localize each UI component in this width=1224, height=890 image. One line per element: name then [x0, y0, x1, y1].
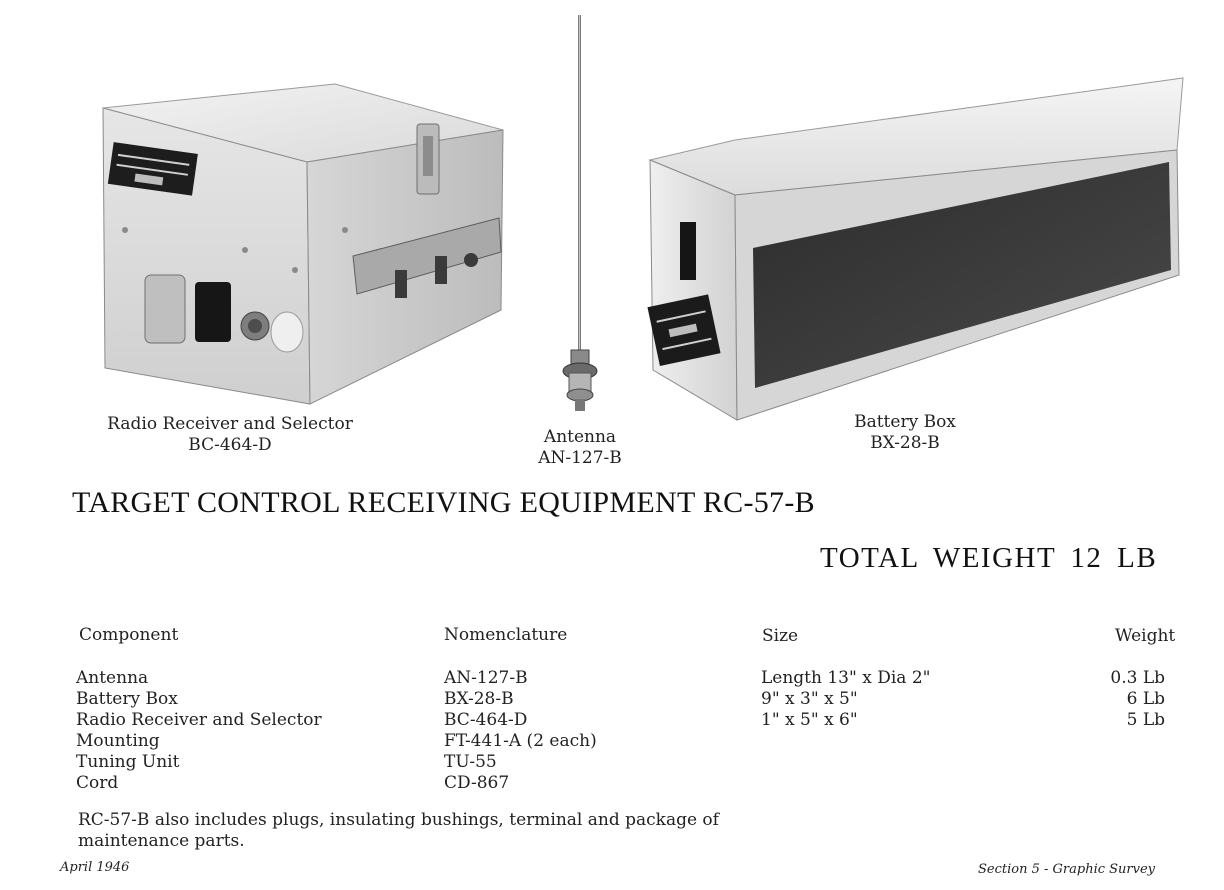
size-column — [761, 668, 930, 731]
header-nomenclature: Nomenclature — [444, 625, 568, 645]
table-row-weight: 6 Lb — [1126, 689, 1165, 709]
table-row-component: Mounting — [76, 731, 160, 751]
table-row-component: Antenna — [76, 668, 149, 688]
nomenclature-column — [444, 668, 597, 794]
receiver-caption-model: BC-464-D — [188, 435, 272, 455]
table-row-component: Cord — [76, 773, 119, 793]
table-row-component: Battery Box — [76, 689, 178, 709]
table-row-weight: 0.3 Lb — [1110, 668, 1165, 688]
antenna-caption-model: AN-127-B — [538, 448, 622, 468]
table-row-nomenclature: FT-441-A (2 each) — [444, 731, 597, 751]
footer-section: Section 5 - Graphic Survey — [978, 862, 1156, 877]
total-weight: TOTAL WEIGHT 12 LB — [820, 542, 1158, 574]
table-row-size: 1" x 5" x 6" — [761, 710, 858, 730]
antenna-caption — [500, 427, 660, 469]
header-weight: Weight — [1115, 626, 1176, 646]
table-row-nomenclature: AN-127-B — [444, 668, 528, 688]
table-row-nomenclature: BC-464-D — [444, 710, 528, 730]
page-title: TARGET CONTROL RECEIVING EQUIPMENT RC-57-B — [72, 486, 815, 519]
weight-column — [1060, 668, 1165, 731]
battery-caption-model: BX-28-B — [870, 433, 940, 453]
receiver-caption — [85, 414, 375, 456]
battery-box-photo — [645, 70, 1185, 425]
table-row-nomenclature: TU-55 — [444, 752, 497, 772]
antenna-photo — [555, 15, 605, 415]
table-row-component: Tuning Unit — [76, 752, 180, 772]
table-row-nomenclature: CD-867 — [444, 773, 510, 793]
battery-caption — [820, 412, 990, 454]
table-row-nomenclature: BX-28-B — [444, 689, 514, 709]
table-row-size: Length 13" x Dia 2" — [761, 668, 931, 688]
table-row-size: 9" x 3" x 5" — [761, 689, 858, 709]
receiver-photo — [95, 70, 515, 410]
equipment-note: RC-57-B also includes plugs, insulating bushings, terminal and package of maintenance parts. — [78, 810, 719, 851]
table-row-weight: 5 Lb — [1126, 710, 1165, 730]
receiver-caption-name: Radio Receiver and Selector — [107, 414, 353, 434]
footer-date: April 1946 — [60, 860, 130, 875]
table-row-component: Radio Receiver and Selector — [76, 710, 322, 730]
header-size: Size — [762, 626, 799, 646]
header-component: Component — [79, 625, 179, 645]
component-column — [76, 668, 322, 794]
antenna-caption-name: Antenna — [543, 427, 617, 447]
battery-caption-name: Battery Box — [854, 412, 956, 432]
